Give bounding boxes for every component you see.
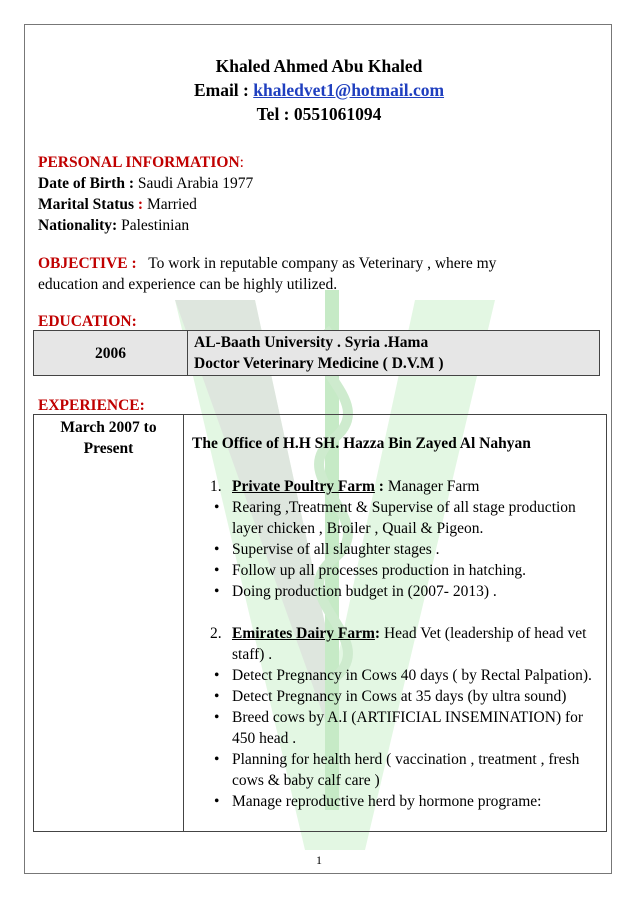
list-item xyxy=(192,497,602,539)
duty-text: Follow up all processes production in hatching. xyxy=(232,562,527,579)
experience-period xyxy=(34,415,184,831)
job-2 xyxy=(192,623,602,812)
period-start: March 2007 to xyxy=(60,419,157,436)
resume-header xyxy=(0,54,638,126)
duty-text: Manage reproductive herd by hormone programe: xyxy=(232,793,542,810)
duty-text: Detect Pregnancy in Cows 40 days ( by Rectal Palpation). xyxy=(232,667,592,684)
candidate-name: Khaled Ahmed Abu Khaled xyxy=(215,56,423,76)
personal-information-section xyxy=(38,152,598,236)
list-item xyxy=(192,581,602,602)
bullet-icon: • xyxy=(214,562,220,579)
education-row xyxy=(34,331,600,376)
bullet-icon: • xyxy=(214,499,220,516)
period-end: Present xyxy=(83,440,134,457)
job-1-title xyxy=(192,476,602,497)
nationality-value: Palestinian xyxy=(121,217,190,234)
dob-label: Date of Birth : xyxy=(38,175,138,192)
job-2-role: Head Vet (leadership of head vet staff) . xyxy=(232,625,587,663)
phone-line: Tel : 0551061094 xyxy=(256,104,382,124)
list-item xyxy=(192,686,602,707)
experience-table xyxy=(33,414,607,832)
employer-name: The Office of H.H SH. Hazza Bin Zayed Al Nahyan xyxy=(192,435,531,452)
job-2-duties xyxy=(192,665,602,812)
objective-heading: OBJECTIVE : xyxy=(38,255,141,272)
education-details xyxy=(188,331,600,376)
job-2-sep: : xyxy=(374,625,384,642)
job-2-title xyxy=(192,623,602,665)
bullet-icon: • xyxy=(214,583,220,600)
job-1 xyxy=(192,476,602,602)
job-1-name: Private Poultry Farm xyxy=(232,478,375,495)
experience-heading: EXPERIENCE: xyxy=(38,397,145,414)
education-heading: EDUCATION: xyxy=(38,313,137,330)
bullet-icon: • xyxy=(214,709,220,726)
duty-text: Doing production budget in (2007- 2013) . xyxy=(232,583,497,600)
dob-value: Saudi Arabia 1977 xyxy=(137,175,254,192)
email-label: Email : xyxy=(193,80,254,100)
bullet-icon: • xyxy=(214,751,220,768)
job-2-name: Emirates Dairy Farm xyxy=(232,625,375,642)
page-number: 1 xyxy=(316,853,322,867)
email-line xyxy=(0,78,638,102)
list-item xyxy=(192,707,602,749)
marital-colon: : xyxy=(137,196,147,213)
duty-text: Breed cows by A.I (ARTIFICIAL INSEMINATION) for 450 head . xyxy=(232,709,584,747)
objective-section xyxy=(38,253,598,295)
job-1-number: 1. xyxy=(210,478,222,495)
bullet-icon: • xyxy=(214,688,220,705)
objective-line-1: To work in reputable company as Veterinary , where my xyxy=(148,255,497,272)
marital-value: Married xyxy=(146,196,197,213)
job-1-role: Manager Farm xyxy=(387,478,480,495)
duty-text: Rearing ,Treatment & Supervise of all stage production layer chicken , Broiler , Quail & Pigeon. xyxy=(232,499,576,537)
bullet-icon: • xyxy=(214,793,220,810)
duty-text: Supervise of all slaughter stages . xyxy=(232,541,440,558)
job-2-number: 2. xyxy=(210,625,222,642)
education-year: 2006 xyxy=(34,331,188,376)
email-link[interactable]: khaledvet1@hotmail.com xyxy=(253,80,445,100)
education-school: AL-Baath University . Syria .Hama xyxy=(194,334,429,351)
duty-text: Detect Pregnancy in Cows at 35 days (by ultra sound) xyxy=(232,688,567,705)
marital-label: Marital Status xyxy=(38,196,138,213)
list-item xyxy=(192,749,602,791)
list-item xyxy=(192,560,602,581)
duty-text: Planning for health herd ( vaccination , treatment , fresh cows & baby calf care ) xyxy=(232,751,580,789)
bullet-icon: • xyxy=(214,667,220,684)
nationality-label: Nationality: xyxy=(38,217,122,234)
list-item xyxy=(192,539,602,560)
personal-heading: PERSONAL INFORMATION xyxy=(38,154,240,171)
education-degree: Doctor Veterinary Medicine ( D.V.M ) xyxy=(194,355,444,372)
job-1-sep: : xyxy=(374,478,388,495)
objective-line-2: education and experience can be highly utilized. xyxy=(38,276,338,293)
job-1-duties xyxy=(192,497,602,602)
education-table xyxy=(33,330,600,376)
bullet-icon: • xyxy=(214,541,220,558)
list-item xyxy=(192,791,602,812)
heading-colon: : xyxy=(239,154,244,171)
list-item xyxy=(192,665,602,686)
